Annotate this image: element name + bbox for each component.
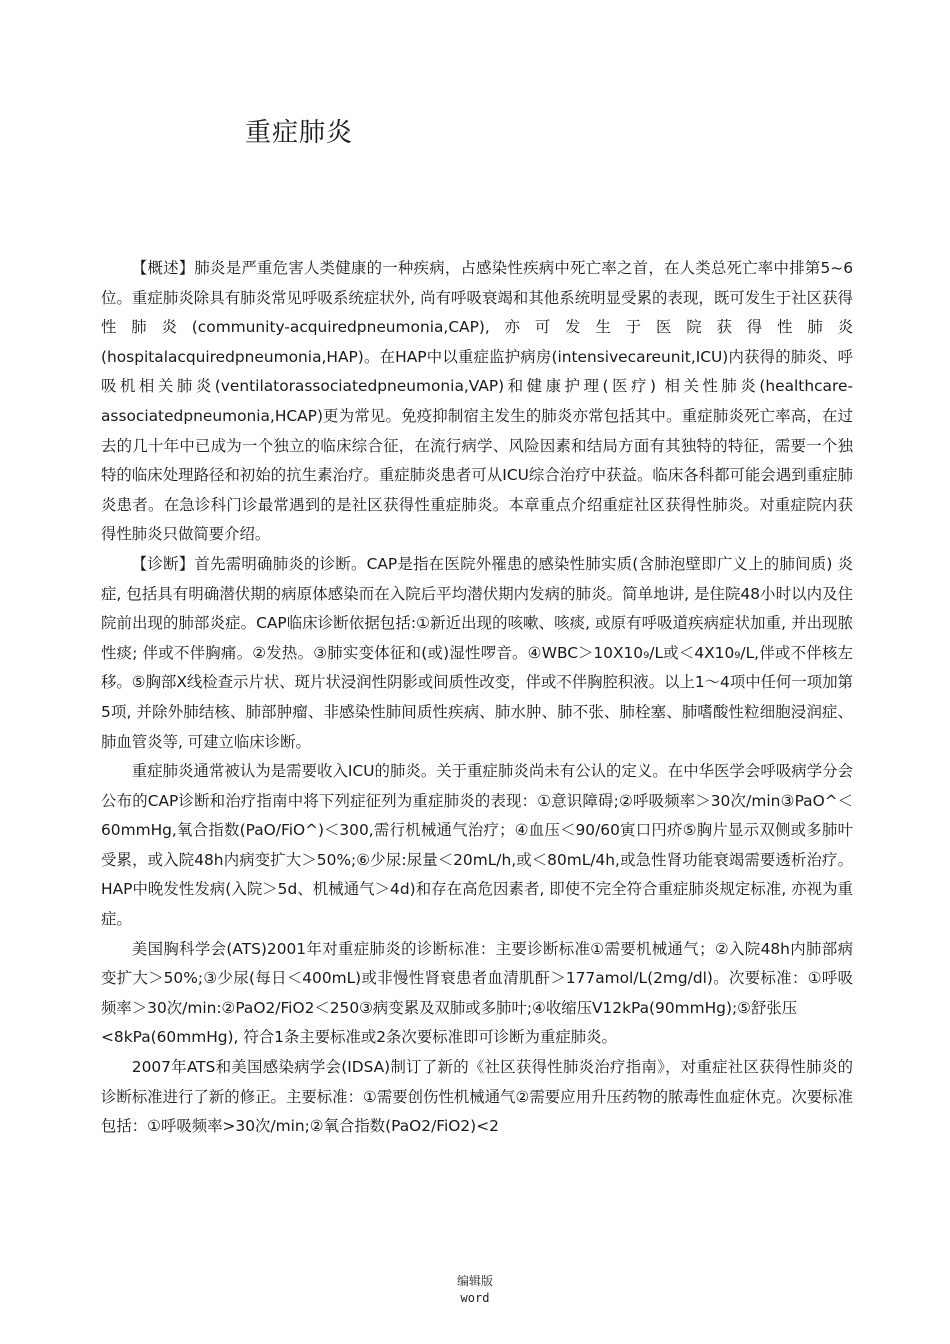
footer-edition-label: 编辑版 (456, 1274, 493, 1288)
page-title: 重症肺炎 (245, 118, 354, 148)
footer-format-label: word (460, 1291, 490, 1305)
paragraph-ats-2001: 美国胸科学会(ATS)2001年对重症肺炎的诊断标准：主要诊断标准①需要机械通气；②入院48h内肺部病变扩大＞50%;③少尿(每日＜400mL)或非慢性肾衰患者血清肌酐＞177amol/L(2mg/dl)。次要标准：①呼吸频率＞30次/min:②PaO2/FiO2＜250③病变累及双肺或多肺叶;④收缩压V12kPa(90mmHg);⑤舒张压 (101, 939, 853, 1017)
paragraph-ats-idsa-2007: 2007年ATS和美国感染病学会(IDSA)制订了新的《社区获得性肺炎治疗指南》，对重症社区获得性肺炎的诊断标准进行了新的修正。主要标准：①需要创伤性机械通气②需要应用升压药物的脓毒性血症休克。次要标准包括：①呼吸频率>30次/min;②氧合指数(PaO2/FiO2)<2 (101, 1058, 853, 1136)
document-body (101, 254, 853, 1142)
paragraph-severe-definition: 重症肺炎通常被认为是需要收入ICU的肺炎。关于重症肺炎尚未有公认的定义。在中华医学会呼吸病学分会公布的CAP诊断和治疗指南中将下列症征列为重症肺炎的表现：①意识障碍;②呼吸频率＞30次/min③PaO^＜60mmHg,氧合指数(PaO/FiO^)＜300,需行机械通气治疗；④血压＜90/60寅口円疥⑤胸片显示双侧或多肺叶受累，或入院48h内病变扩大＞50%;⑥少尿:尿量＜20mL/h,或＜80mL/4h,或急性肾功能衰竭需要透析治疗。HAP中晚发性发病(入院＞5d、机械通气＞4d)和存在高危因素者, 即使不完全符合重症肺炎规定标准, 亦视为重症。 (101, 762, 853, 929)
paragraph-diagnosis: 【诊断】首先需明确肺炎的诊断。CAP是指在医院外罹患的感染性肺实质(含肺泡壁即广义上的肺间质) 炎症, 包括具有明确潜伏期的病原体感染而在入院后平均潜伏期内发病的肺炎。简单地讲, 是住院48小时以内及住院前出现的肺部炎症。CAP临床诊断依据包括:①新近出现的咳嗽、咳痰, 或原有呼吸道疾病症状加重, 并出现脓性痰; 伴或不伴胸痛。②发热。③肺实变体征和(或)湿性啰音。④WBC＞10X10₉/L或＜4X10₉/L,伴或不伴核左移。⑤胸部X线检查示片状、斑片状浸润性阴影或间质性改变，伴或不伴胸腔积液。以上1～4项中任何一项加第5项, 并除外肺结核、肺部肿瘤、非感染性肺间质性疾病、肺水肿、肺不张、肺栓塞、肺嗜酸性粒细胞浸润症、肺血管炎等, 可建立临床诊断。 (101, 554, 853, 751)
paragraph-ats-2001-continued: <8kPa(60mmHg), 符合1条主要标准或2条次要标准即可诊断为重症肺炎。 (101, 1028, 617, 1047)
paragraph-overview: 【概述】肺炎是严重危害人类健康的一种疾病，占感染性疾病中死亡率之首，在人类总死亡率中排第5~6位。重症肺炎除具有肺炎常见呼吸系统症状外, 尚有呼吸衰竭和其他系统明显受累的表现，既可发生于社区获得性肺炎(community-acquiredpneumonia,CAP),亦可发生于医院获得性肺炎(hospitalacquiredpneumonia,HAP)。在HAP中以重症监护病房(intensivecareunit,ICU)内获得的肺炎、呼吸机相关肺炎(ventilatorassociatedpneumonia,VAP)和健康护理(医疗) 相关性肺炎(healthcare-associatedpneumonia,HCAP)更为常见。免疫抑制宿主发生的肺炎亦常包括其中。重症肺炎死亡率高，在过去的几十年中已成为一个独立的临床综合征，在流行病学、风险因素和结局方面有其独特的特征，需要一个独特的临床处理路径和初始的抗生素治疗。重症肺炎患者可从ICU综合治疗中获益。临床各科都可能会遇到重症肺炎患者。在急诊科门诊最常遇到的是社区获得性重症肺炎。本章重点介绍重症社区获得性肺炎。对重症院内获得性肺炎只做简要介绍。 (101, 259, 853, 544)
